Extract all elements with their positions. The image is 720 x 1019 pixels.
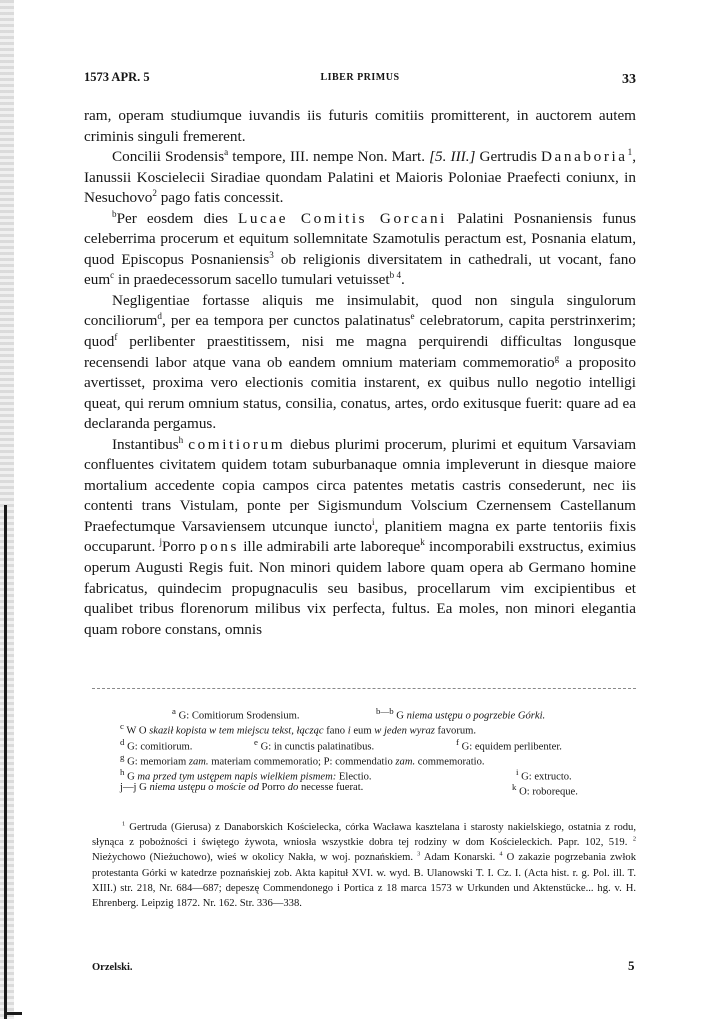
footnote-mark: 2 — [152, 188, 157, 199]
variant-mark: g — [120, 751, 125, 762]
header-date: 1573 APR. 5 — [84, 70, 150, 84]
variant-note: G — [124, 771, 138, 783]
paragraph-4 — [84, 291, 636, 435]
variant-note: G: equidem perlibenter. — [458, 741, 562, 753]
footnote-1: Gertruda (Gierusa) z Danaborskich Kościelecka, córka Wacława kasztelana i starosty nakielskiego, ostatnia z rodu, słynąca z pobożności i świętego żywota, wniosła wszystkie dobra tej rodziny w dom Kościeleckich. Papr. 102, 519. — [92, 822, 636, 849]
text-run: perlibenter praestitissem, nisi me magna perquirendi difficultas longusque recensendi labor atque vana ob eandem omnium materiam commemoratio — [84, 333, 636, 371]
scan-edge-bar — [4, 505, 7, 1019]
apparatus-row — [120, 719, 636, 737]
variant-note-italic: niema ustępu o moście od — [149, 782, 259, 794]
footnote-block — [92, 820, 636, 911]
variant-mark: b—b — [376, 706, 394, 716]
variant-note: materiam commemoratio; P: commendatio — [208, 756, 396, 768]
variant-mark: c — [120, 721, 124, 732]
footnote-mark: 4 — [499, 850, 503, 858]
variant-note: W O — [123, 725, 150, 737]
variant-note: G — [136, 782, 150, 794]
text-run: incomporabili exstructus, eximius operum Augusti Regis fuit. Non minori quidem labore quam opera ab Germano homine fabricatus, quindecim propugnaculis seu basibus, procellarum vim excipientibus et qualibet tribus florenorum milibus vix perfecta, fultus. Ea moles, non minori elegantia quam robore constans, omnis — [84, 538, 637, 638]
variant-mark: k — [512, 782, 517, 793]
variant-mark: f — [114, 331, 118, 342]
variant-mark: e — [254, 736, 258, 747]
footnote-mark: 1 — [122, 820, 126, 828]
paragraph-1 — [84, 106, 636, 147]
variant-note: G: comitiorum. — [124, 741, 193, 753]
text-run: pago fatis concessit. — [156, 189, 284, 207]
variant-mark: i — [371, 516, 375, 527]
variant-mark: j—j — [120, 782, 137, 794]
apparatus-row — [120, 735, 636, 753]
text-run: , Ianussii Koscielecii Siradiae quondam Palatini et Maioris Poloniae Praefecti coniunx, in Nesuchovo — [84, 148, 636, 207]
text-run: Negligentiae fortasse aliquis me insimulabit, quod non singula singulorum conciliorum — [84, 291, 636, 330]
apparatus-row — [120, 765, 636, 783]
variant-note: favorum. — [434, 725, 477, 737]
text-run: in praedecessorum sacello tumulari vetuisset — [114, 271, 390, 289]
text-run: Gertrudis — [475, 148, 541, 166]
footnote-2: Nieżychowo (Nieżuchowo), wieś w okolicy Nakła, w woj. poznańskiem. — [92, 852, 414, 864]
apparatus-divider — [92, 688, 636, 689]
variant-mark: f — [456, 736, 459, 747]
variant-note: O: roboreque. — [516, 787, 578, 799]
main-text — [84, 106, 636, 640]
text-run: ille admirabili arte laboreque — [239, 538, 421, 556]
variant-mark: a — [224, 147, 229, 158]
text-run: ob religionis diversitatem in cathedrali, ut vocant, fano eum — [84, 250, 636, 289]
signature-mark: 5 — [628, 958, 635, 973]
text-run: a proposito avertisset, proxima vero electionis comitia instarent, ex quibus nullo negotio intelligi queat, qui rerum omnium status, consilia, conatus, artes, ordo exitusque fuerit: quare ad ea declaranda pergamus. — [84, 353, 636, 433]
paragraph-3 — [84, 209, 636, 291]
variant-note-italic: do — [287, 782, 299, 794]
variant-note-italic: ma przed tym ustępem napis wielkiem pismem: — [137, 771, 337, 783]
variant-note: G: Comitiorum Srodensium. — [175, 710, 300, 722]
variant-note: necesse fuerat. — [298, 782, 364, 794]
text-run: , planitiem magna ex parte tentoriis fixis occuparunt. — [84, 517, 636, 556]
text-run: Palatini Posnaniensis funus celeberrima procerum et equitum sollemnitate Szamotulis peractum est, Posnania elatum, quod Episcopus Posnaniensis — [84, 209, 637, 268]
scan-edge-tick — [4, 1012, 22, 1015]
footnote-mark: 2 — [632, 835, 637, 843]
variant-note-italic: zam. — [395, 756, 416, 768]
variant-mark: h — [120, 767, 125, 778]
spaced-name: Danaboria — [540, 148, 628, 166]
footer-author: Orzelski. — [92, 962, 133, 973]
text-run: Porro — [161, 538, 200, 556]
spaced-word: pons — [199, 538, 240, 556]
text-run: tempore, III. nempe Non. Mart. — [228, 148, 430, 166]
paragraph-1-text: ram, operam studiumque iuvandis iis futuris comitiis promitterent, in auctorem autem criminis singuli fremerent. — [84, 107, 636, 145]
text-run: , per ea tempora per cunctos palatinatus — [161, 312, 411, 330]
page-number: 33 — [622, 72, 636, 87]
footnote-mark: 3 — [269, 249, 274, 260]
variant-mark: a — [172, 706, 176, 716]
running-header — [84, 68, 636, 92]
variant-note: Electio. — [336, 771, 372, 783]
variant-note-italic: w jeden wyraz — [374, 725, 435, 737]
variant-mark: k — [420, 537, 425, 548]
variant-note: G — [393, 710, 407, 722]
footnote-mark: 1 — [627, 147, 633, 158]
paragraph-5 — [84, 435, 636, 640]
header-title: LIBER PRIMUS — [320, 72, 400, 83]
scan-edge-shading — [0, 0, 14, 1019]
apparatus-row — [120, 750, 636, 768]
text-run: Concilii Srodensis — [112, 148, 225, 166]
variant-mark: c — [110, 270, 115, 281]
variant-note-italic: niema ustępu o pogrzebie Górki. — [406, 710, 546, 722]
variant-note-italic: skaził kopista w tem miejscu tekst, łącząc — [149, 725, 324, 737]
text-run: Per eosdem dies — [116, 209, 239, 227]
variant-note: fano — [323, 725, 348, 737]
variant-mark: g — [554, 352, 560, 363]
footnote-4: O zakazie pogrzebania zwłok protestanta Górki w katedrze poznańskiej zob. Akta kapituł XVI. w. wyd. B. Ulanowski T. I. Cz. I. (Acta hist. r. g. Pol. ill. T. XIII.) str. 218, Nr. 684—687; depeszę Commendonego i Portica z 18 marca 1573 w Urkunden und Aktenstücke... hg. v. H. Ehrenberg. Leipzig 1872. Nr. 162. Str. 336—338. — [92, 852, 636, 910]
variant-mark: d — [120, 736, 125, 747]
apparatus-row — [120, 704, 636, 722]
footnote-3: Adam Konarski. — [420, 852, 496, 864]
variant-mark: h — [178, 434, 184, 445]
variant-mark: d — [157, 311, 162, 322]
text-run: . — [401, 271, 405, 289]
variant-note-italic: zam. — [188, 756, 209, 768]
apparatus-row — [120, 780, 636, 799]
variant-note: Porro — [258, 782, 288, 794]
text-run: celebratorum, capita perstrinxerim; quod — [84, 312, 636, 351]
footnote-mark: 3 — [417, 850, 421, 858]
footnotes — [92, 820, 636, 911]
spaced-word: comitiorum — [188, 435, 286, 453]
variant-mark: i — [516, 767, 519, 778]
variant-mark: b — [112, 208, 117, 219]
critical-apparatus — [120, 704, 636, 799]
footnote-mark: b 4 — [389, 270, 401, 281]
text-run: Instantibus — [112, 435, 179, 453]
text-run: diebus plurimi procerum, plurimi et equitum Varsaviam confluentes civitatem quidem totam suburbanaque omnia impleverunt in diesque maiore mortalium accedente copia campos circa patentes metatis castris consederunt, nec iis contenti trans Vistulam, ponte per Sigismundum Volscium Czernensem Castellanum Praefectumque Varsaviensem utcunque iuncto — [84, 435, 637, 535]
variant-mark: j — [159, 537, 162, 548]
variant-note: eum — [350, 725, 375, 737]
variant-note: G: in cunctis palatinatibus. — [257, 741, 375, 753]
variant-mark: e — [410, 311, 415, 322]
editorial-date: [5. III.] — [429, 148, 476, 166]
variant-note: commemoratio. — [415, 756, 485, 768]
paragraph-2 — [84, 147, 636, 209]
variant-note-italic: i — [347, 725, 351, 737]
variant-note: G: extructo. — [518, 771, 572, 783]
variant-note: G: memoriam — [124, 756, 189, 768]
spaced-name: Lucae Comitis Gorcani — [238, 209, 448, 227]
